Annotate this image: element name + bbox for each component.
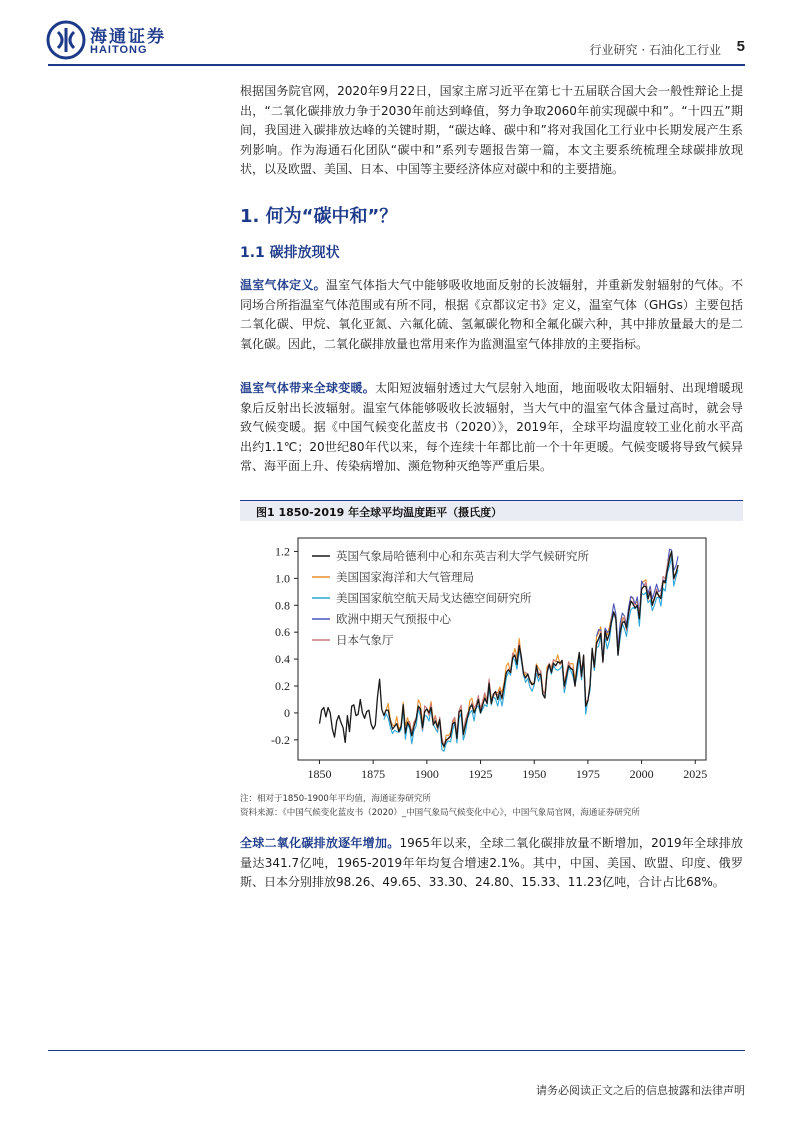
section-label: 行业研究 · 石油化工行业	[589, 43, 721, 57]
x-tick-label: 1875	[361, 767, 386, 781]
intro-paragraph: 根据国务院官网，2020年9月22日，国家主席习近平在第七十五届联合国大会一般性辩论上提出，“二氧化碳排放力争于2030年前达到峰值，努力争取2060年前实现碳中和”。“十四五”期间，我国进入碳排放达峰的关键时期，“碳达峰、碳中和”将对我国化工行业中长期发展产生系列影响。作为海通石化团队“碳中和”系列专题报告第一篇，本文主要系统梳理全球碳排放现状，以及欧盟、美国、日本、中国等主要经济体应对碳中和的主要措施。	[240, 84, 743, 176]
series-line-2	[384, 556, 678, 751]
x-tick-label: 1925	[468, 767, 493, 781]
y-tick-label: 0.8	[275, 598, 290, 613]
co2-paragraph	[240, 834, 743, 893]
x-tick-label: 1900	[414, 767, 439, 781]
footer-disclaimer: 请务必阅读正文之后的信息披露和法律声明	[536, 1084, 745, 1097]
warming-paragraph	[240, 379, 743, 477]
y-tick-label: 0.6	[275, 625, 290, 640]
x-tick-label: 1850	[307, 767, 332, 781]
legend-label: 日本气象厅	[336, 633, 394, 647]
legend-label: 美国国家海洋和大气管理局	[336, 570, 474, 584]
page-number: 5	[736, 38, 745, 55]
haitong-logo-icon	[46, 20, 86, 60]
page-header	[0, 0, 793, 72]
y-tick-label: 1.2	[275, 544, 290, 559]
x-tick-label: 2025	[683, 767, 708, 781]
ghg-definition-paragraph	[240, 276, 743, 354]
section-heading: 1. 何为“碳中和”？	[240, 206, 398, 227]
legend-label: 英国气象局哈德利中心和东英吉利大学气候研究所	[336, 549, 589, 563]
y-tick-label: 0.2	[275, 679, 290, 693]
y-tick-label: 1.0	[275, 571, 290, 586]
y-tick-label: 0	[284, 705, 290, 720]
x-tick-label: 1950	[522, 767, 547, 781]
haitong-logo	[46, 20, 186, 60]
figure-title: 图1 1850-2019 年全球平均温度距平（摄氏度）	[256, 506, 503, 519]
logo-text-cn: 海通证券	[90, 27, 166, 47]
x-tick-label: 1975	[575, 767, 600, 781]
legend-label: 欧洲中期天气预报中心	[336, 612, 451, 626]
figure-source: 资料来源：《中国气候变化蓝皮书（2020）_中国气象局气候变化中心》，中国气象局官网，海通证券研究所	[240, 808, 640, 818]
legend-label: 美国国家航空航天局戈达德空间研究所	[336, 591, 532, 605]
temperature-chart	[250, 528, 720, 790]
warming-text: 太阳短波辐射透过大气层射入地面，地面吸收太阳辐射、出现增暖现象后反射出长波辐射。温室气体能够吸收长波辐射，当大气中的温室气体含量过高时，就会导致气候变暖。据《中国气候变化蓝皮书（2020）》，2019年，全球平均温度较工业化前水平高出约1.1℃；20世纪80年代以来，每个连续十年都比前一个十年更暖。气候变暖将导致气候异常、海平面上升、传染病增加、濒危物种灭绝等严重后果。	[240, 381, 743, 473]
y-tick-label: 0.4	[275, 652, 290, 667]
header-divider	[48, 64, 745, 66]
footer-divider	[48, 1050, 745, 1051]
x-tick-label: 2000	[629, 767, 654, 781]
figure-note: 注：相对于1850-1900年平均值，海通证券研究所	[240, 794, 431, 804]
co2-lead: 全球二氧化碳排放逐年增加。	[240, 836, 400, 850]
ghg-lead: 温室气体定义。	[240, 278, 326, 292]
logo-text-en: HAITONG	[90, 44, 148, 56]
figure-title-bar	[240, 500, 743, 521]
subsection-heading: 1.1 碳排放现状	[240, 245, 340, 261]
warming-lead: 温室气体带来全球变暖。	[240, 381, 376, 395]
ghg-text: 温室气体指大气中能够吸收地面反射的长波辐射，并重新发射辐射的气体。不同场合所指温室气体范围或有所不同，根据《京都议定书》定义，温室气体（GHGs）主要包括二氧化碳、甲烷、氧化亚氮、六氟化硫、氢氟碳化物和全氟化碳六种，其中排放量最大的是二氧化碳。因此，二氧化碳排放量也常用来作为监测温室气体排放的主要指标。	[240, 278, 743, 351]
co2-text: 1965年以来，全球二氧化碳排放量不断增加，2019年全球排放量达341.7亿吨，1965-2019年年均复合增速2.1%。其中，中国、美国、欧盟、印度、俄罗斯、日本分别排放98.26、49.65、33.30、24.80、15.33、11.23亿吨，合计占比68%。	[240, 836, 743, 889]
temperature-chart-svg	[250, 528, 720, 790]
y-tick-label: -0.2	[271, 732, 290, 747]
